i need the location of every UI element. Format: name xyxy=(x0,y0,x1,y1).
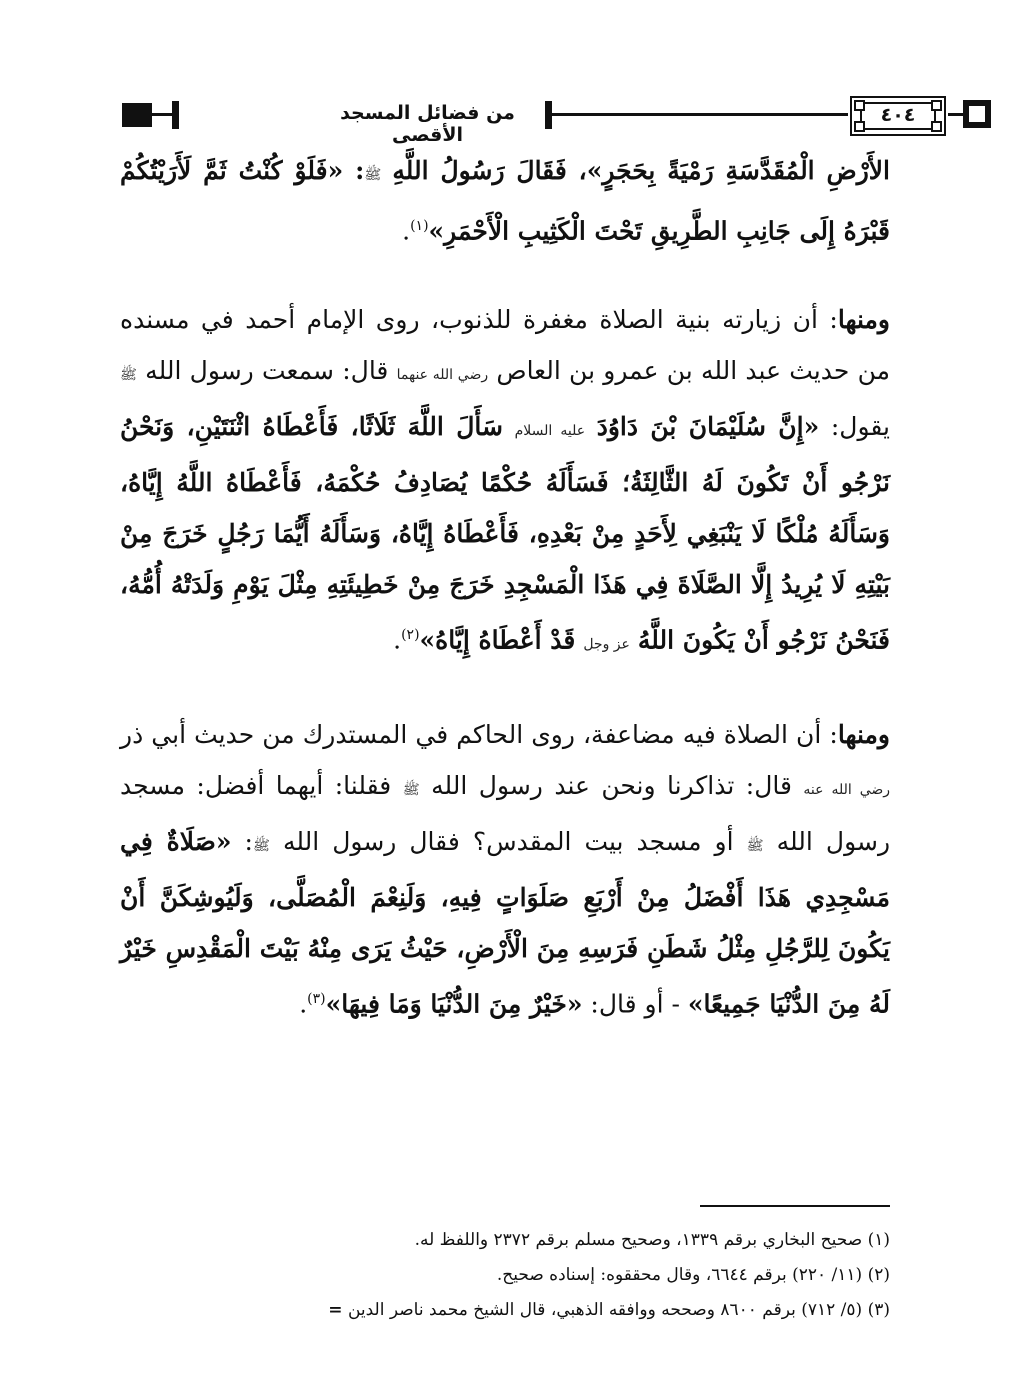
end-punct: . xyxy=(299,988,308,1018)
footnote-3 xyxy=(100,1293,890,1328)
paragraph-2 xyxy=(120,294,890,670)
footnote-3-text: (٣) (٥/ ٧١٢) برقم ٨٦٠٠ وصححه ووافقه الذهبي، قال الشيخ محمد ناصر الدين xyxy=(347,1300,890,1320)
footnotes xyxy=(100,1223,890,1328)
body-text: قال: تذاكرنا ونحن عند رسول الله xyxy=(431,770,792,800)
hadith-text: سَأَلَ اللَّهَ ثَلَاثًا، فَأَعْطَاهُ اثْنَتَيْنِ، وَنَحْنُ نَرْجُو أَنْ تَكُونَ لَهُ الثَّالِثَةُ؛ فَسَأَلَهُ حُكْمًا يُصَادِفُ حُكْمَهُ، فَأَعْطَاهُ اللَّهُ إِيَّاهُ، وَسَأَلَهُ مُلْكًا لَا يَنْبَغِي لِأَحَدٍ مِنْ بَعْدِهِ، فَأَعْطَاهُ إِيَّاهُ، وَسَأَلَهُ أَيُّمَا رَجُلٍ خَرَجَ مِنْ بَيْتِهِ لَا يُرِيدُ إِلَّا الصَّلَاةَ فِي هَذَا الْمَسْجِدِ خَرَجَ مِنْ خَطِيئَتِهِ مِثْلَ يَوْمِ وَلَدَتْهُ أُمُّهُ، فَنَحْنُ نَرْجُو أَنْ يَكُونَ اللَّهُ xyxy=(120,412,890,655)
body-text: فقلنا: أيهما أفضل: مسجد رسول الله xyxy=(120,770,891,856)
salutation-mark: ﷺ xyxy=(252,837,270,854)
body-text: يقول: xyxy=(830,412,890,442)
hadith-text: : «فَلَوْ كُنْتُ ثَمَّ لَأَرَيْتُكُمْ قَبْرَهُ إِلَى جَانِبِ الطَّرِيقِ تَحْتَ الْكَثِيبِ الْأَحْمَرِ» xyxy=(120,156,890,246)
salutation-mark: ﷺ xyxy=(402,781,420,798)
paragraph-lead: ومنها xyxy=(837,305,890,335)
honorific-mark: رضي الله عنهما xyxy=(396,367,489,384)
hadith-text: «إِنَّ سُلَيْمَانَ بْنَ دَاوُدَ xyxy=(596,412,820,442)
paragraph-gap xyxy=(120,671,890,709)
page-number-box xyxy=(848,94,948,138)
footnote-2: (٢) (١١/ ٢٢٠) برقم ٦٦٤٤، وقال محققوه: إسناده صحيح. xyxy=(496,1265,890,1285)
body-text: أو مسجد بيت المقدس؟ فقال رسول الله xyxy=(282,826,734,856)
paragraph-gap xyxy=(120,256,890,294)
header-right-line xyxy=(948,113,964,116)
header-left-block xyxy=(122,103,152,127)
hadith-text: الأَرْضِ الْمُقَدَّسَةِ رَمْيَةً بِحَجَرٍ»، فَقَالَ رَسُولُ اللَّهِ xyxy=(392,156,890,185)
body-text: : أن الصلاة فيه مضاعفة، روى الحاكم في المستدرك من حديث أبي ذر xyxy=(120,719,838,749)
body-text: : xyxy=(244,826,253,856)
footnote-ref: (٢) xyxy=(401,627,420,644)
body-text: - أو قال: xyxy=(590,988,680,1018)
header-left-bar xyxy=(172,101,179,129)
paragraph-lead: ومنها xyxy=(837,719,890,749)
header-rule xyxy=(552,113,848,116)
honorific-mark: عليه السلام xyxy=(514,423,586,440)
hadith-text: «صَلَاةٌ فِي مَسْجِدِي هَذَا أَفْضَلُ مِنْ أَرْبَعِ صَلَوَاتٍ فِيهِ، وَلَنِعْمَ الْمُصَلَّى، وَلَيُوشِكَنَّ أَنْ يَكُونَ لِلرَّجُلِ مِثْلُ شَطَنِ فَرَسِهِ مِنَ الْأَرْضِ، حَيْثُ يَرَى مِنْهُ بَيْتَ الْمَقْدِسِ خَيْرٌ لَهُ مِنَ الدُّنْيَا جَمِيعًا» xyxy=(120,826,890,1018)
footnote-separator xyxy=(700,1205,890,1207)
salutation-mark: ﷺ xyxy=(120,367,137,384)
header-left-line xyxy=(152,113,172,116)
header-mid-bar xyxy=(545,101,552,129)
continuation-mark: = xyxy=(328,1300,343,1320)
hadith-text: «خَيْرٌ مِنَ الدُّنْيَا وَمَا فِيهَا» xyxy=(325,988,583,1018)
footnote-ref: (٣) xyxy=(307,990,326,1007)
end-punct: . xyxy=(393,625,402,655)
paragraph-3 xyxy=(120,709,890,1029)
hadith-text: قَدْ أَعْطَاهُ إِيَّاهُ» xyxy=(419,625,576,655)
body-text: : أن زيارته بنية الصلاة مغفرة للذنوب، روى الإمام أحمد في مسنده من حديث عبد الله بن عمرو بن العاص xyxy=(120,305,890,386)
header-end-square-icon xyxy=(963,100,991,128)
paragraph-1 xyxy=(120,145,890,256)
running-title: من فضائل المسجد الأقصى xyxy=(340,102,515,146)
salutation-mark: ﷺ xyxy=(746,837,764,854)
body-text: قال: سمعت رسول الله xyxy=(145,356,389,386)
running-header xyxy=(120,94,916,146)
footnote-1: (١) صحيح البخاري برقم ١٣٣٩، وصحيح مسلم برقم ٢٣٧٢ واللفظ له. xyxy=(414,1230,890,1250)
footnote-ref: (١) xyxy=(410,218,429,234)
honorific-mark: رضي الله عنه xyxy=(803,781,891,798)
salutation-mark: ﷺ xyxy=(364,167,382,183)
page-number: ٤٠٤ xyxy=(880,104,916,126)
honorific-mark: عز وجل xyxy=(583,636,630,653)
page-body xyxy=(120,145,890,1029)
end-punct: . xyxy=(402,216,411,246)
